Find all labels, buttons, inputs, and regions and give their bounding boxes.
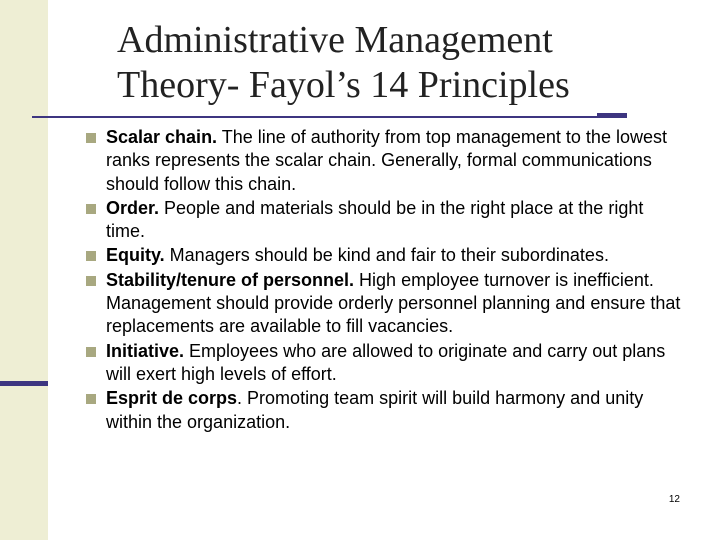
- square-bullet-icon: [86, 133, 96, 143]
- bullet-text: . Promoting team spirit will build harmony and unity within the organization.: [106, 388, 644, 432]
- bullet-text: People and materials should be in the right place at the right time.: [106, 197, 644, 242]
- bullet-equity: [84, 244, 684, 267]
- bullet-term: Scalar chain.: [106, 127, 218, 147]
- bullet-list: [84, 126, 684, 435]
- bullet-term: Stability/tenure of personnel.: [106, 269, 355, 290]
- bullet-term: Order.: [106, 197, 160, 218]
- side-accent-bar: [0, 381, 48, 386]
- bullet-esprit-de-corps: [84, 387, 684, 434]
- page-number: 12: [668, 494, 680, 505]
- square-bullet-icon: [86, 204, 96, 214]
- square-bullet-icon: [86, 394, 96, 404]
- bullet-text: Employees who are allowed to originate and carry out plans will exert high levels of effort.: [106, 340, 666, 384]
- slide-title-line-2: Theory- Fayol’s 14 Principles: [117, 64, 570, 106]
- bullet-term: Esprit de corps: [106, 388, 238, 409]
- bullet-term: Initiative.: [106, 340, 185, 361]
- bullet-text: The line of authority from top management to the lowest ranks represents the scalar chain. Generally, formal communications should follow this chain.: [106, 127, 667, 194]
- bullet-stability: [84, 269, 684, 339]
- slide-title: [117, 18, 697, 108]
- bullet-scalar-chain: [84, 126, 684, 196]
- square-bullet-icon: [86, 251, 96, 261]
- bullet-text: Managers should be kind and fair to their subordinates.: [164, 245, 609, 266]
- square-bullet-icon: [86, 276, 96, 286]
- title-rule: [32, 116, 627, 118]
- bullet-term: Equity.: [106, 245, 165, 266]
- bullet-initiative: [84, 340, 684, 387]
- square-bullet-icon: [86, 347, 96, 357]
- bullet-order: [84, 197, 684, 244]
- bullet-text: High employee turnover is inefficient. Management should provide orderly personnel planning and ensure that replacements are available to fill vacancies.: [106, 269, 681, 337]
- slide-title-line-1: Administrative Management: [117, 19, 553, 61]
- title-rule-accent: [597, 113, 627, 118]
- side-band: [0, 0, 48, 540]
